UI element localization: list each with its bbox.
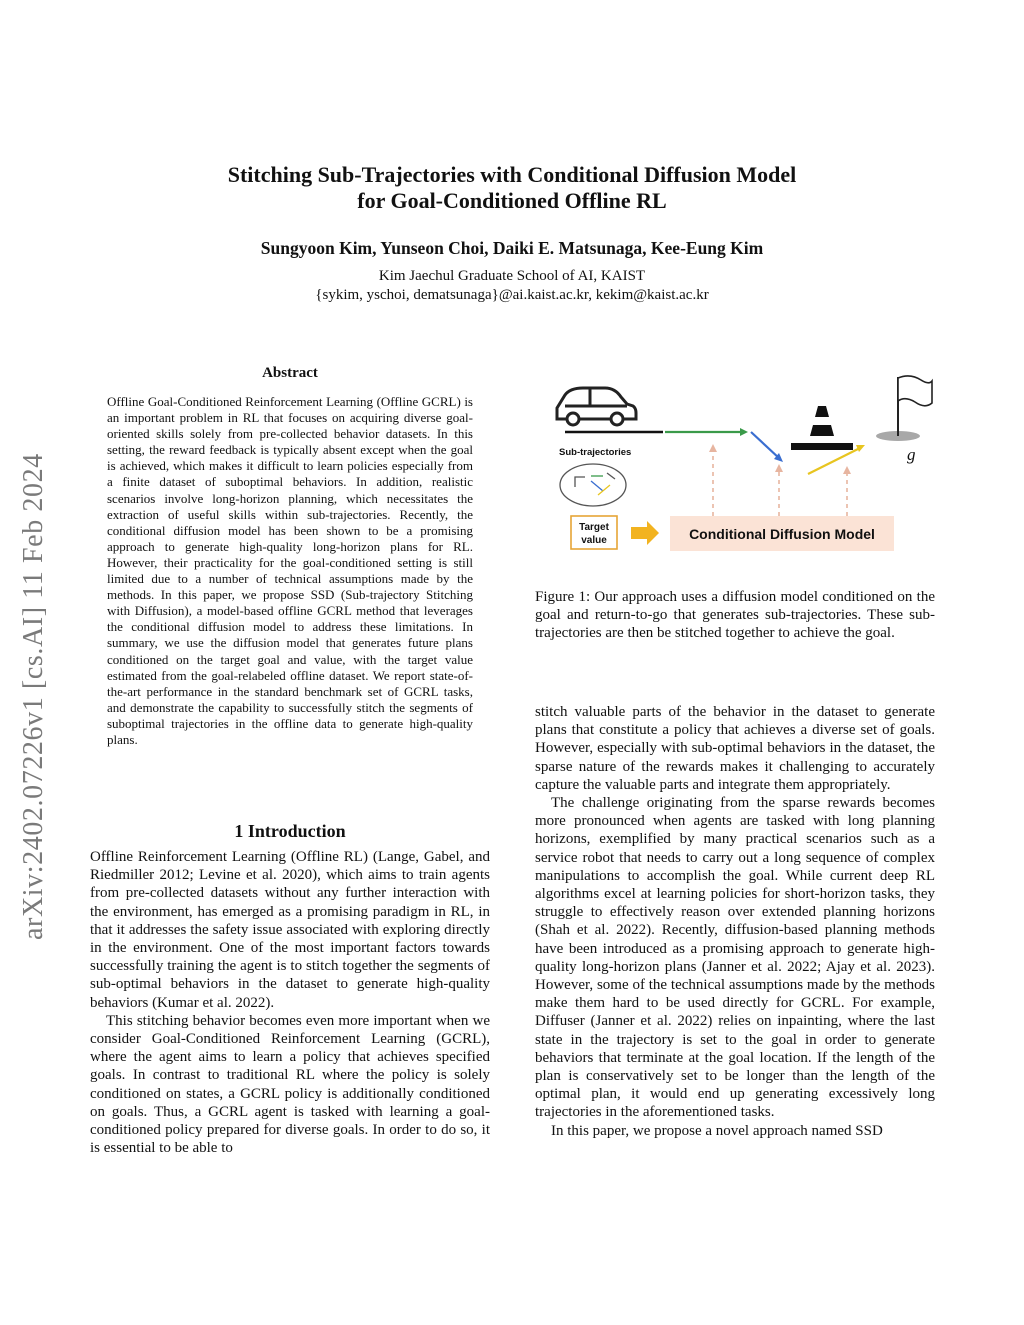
- paragraph: Offline Reinforcement Learning (Offline RL) (Lange, Gabel, and Riedmiller 2012; Levine et al. 2020), which aims to train agents from pre-collected datasets without any further interaction with the environment, has emerged as a promising paradigm in RL, in that it addresses the safety issue associated with exploring directly in the environment. One of the most important factors towards successfully training the agent is to stitch together the segments of sub-optimal behaviors in the dataset to generate high-quality behaviors (Kumar et al. 2022).: [90, 849, 490, 1011]
- figure-1: [535, 373, 955, 563]
- paper-title-line-1: Stitching Sub-Trajectories with Conditional Diffusion Model: [227, 162, 797, 187]
- author-emails: {sykim, yschoi, dematsunaga}@ai.kaist.ac.kr, kekim@kaist.ac.kr: [315, 287, 709, 303]
- conditional-diffusion-model-label: Conditional Diffusion Model: [689, 526, 875, 542]
- right-column-body: [535, 703, 935, 1140]
- left-column-body: [90, 848, 490, 1157]
- abstract-body: Offline Goal-Conditioned Reinforcement Learning (Offline GCRL) is an important problem in RL that focuses on acquiring diverse goal-oriented skills solely from pre-collected behavior datasets. In this setting, the reward feedback is typically absent except when the goal is achieved, which makes it difficult to learn policies especially from a finite dataset of suboptimal behaviors. In addition, realistic scenarios involve long-horizon planning, which necessitates the extraction of useful skills within sub-trajectories. Recently, the conditional diffusion model has been shown to be a promising approach to generate high-quality long-horizon plans for RL. However, their practicality for the goal-conditioned setting is still limited due to a number of technical assumptions made by the methods. In this paper, we propose SSD (Sub-trajectory Stitching with Diffusion), a model-based offline GCRL method that leverages the conditional diffusion model to address these limitations. In summary, we use the diffusion model that generates future plans conditioned on the target goal and value, with the target value estimated from the goal-relabeled offline dataset. We report state-of-the-art performance in the standard benchmark set of GCRL tasks, and demonstrate the capability to successfully stitch the segments of suboptimal trajectories in the offline data to generate high-quality plans.: [107, 394, 473, 747]
- section-heading-introduction: 1 Introduction: [234, 821, 346, 841]
- sub-trajectories-label: Sub-trajectories: [559, 447, 632, 458]
- affiliation: Kim Jaechul Graduate School of AI, KAIST: [378, 268, 646, 284]
- blue-sub-trajectory: [751, 432, 780, 459]
- paragraph: In this paper, we propose a novel approach named SSD: [551, 1122, 883, 1139]
- target-value-label-line-1: Target: [579, 522, 609, 533]
- traffic-cone-icon: [791, 406, 853, 450]
- figure-1-caption: Figure 1: Our approach uses a diffusion model conditioned on the goal and return-to-go that generates sub-trajectories. These sub-trajectories are then be stitched together to achieve the goal.: [535, 589, 935, 642]
- paper-title-line-2: for Goal-Conditioned Offline RL: [357, 188, 667, 213]
- authors: Sungyoon Kim, Yunseon Choi, Daiki E. Matsunaga, Kee-Eung Kim: [260, 238, 764, 258]
- goal-flag-icon: [876, 376, 932, 441]
- sub-trajectories-mini-arrows-icon: [575, 473, 615, 495]
- paragraph: The challenge originating from the sparse rewards becomes more pronounced when agents are tasked with long planning horizons, exemplified by many practical scenarios such as a service robot that needs to carry out a long sequence of complex manipulations to accomplish the goal. While current deep RL algorithms excel at learning policies for short-horizon tasks, they struggle to effectively reason over extended planning horizons (Shah et al. 2022). Recently, diffusion-based planning methods have been introduced as a promising approach to generate high-quality long-horizon plans (Janner et al. 2022; Ajay et al. 2023). However, some of the technical assumptions made by the methods make them hard to be used directly for GCRL. For example, Diffuser (Janner et al. 2022) relies on inpainting, where the last state in the trajectory is set to the goal in order to generate behaviors that terminate at the goal location. If the length of the plan is conservatively set to be longer than the length of the optimal plan, it would end up generating excessively long trajectories in the aforementioned tasks.: [535, 795, 935, 1121]
- figure-1-diagram: [535, 373, 955, 563]
- yellow-sub-trajectory: [808, 448, 860, 474]
- target-value-label-line-2: value: [581, 535, 607, 546]
- sub-trajectories-bubble: [560, 464, 626, 506]
- goal-symbol: g: [907, 445, 916, 464]
- paragraph: stitch valuable parts of the behavior in the dataset to generate plans that constitute a policy that achieves a diverse set of goals. However, especially with sub-optimal behaviors in the dataset, the sparse nature of the rewards makes it challenging to accurately capture the valuable parts and integrate them appropriately.: [535, 704, 935, 793]
- car-icon: [557, 388, 636, 425]
- arxiv-identifier: arXiv:2402.07226v1 [cs.AI] 11 Feb 2024: [18, 453, 49, 940]
- abstract-heading: Abstract: [262, 365, 318, 381]
- input-arrow-icon: [631, 521, 659, 545]
- paragraph: This stitching behavior becomes even more important when we consider Goal-Conditioned Reinforcement Learning (GCRL), where the agent aims to learn a policy that achieves specified goals. In contrast to traditional RL where the policy is solely conditioned on states, a GCRL policy is additionally conditioned on goals. Thus, a GCRL agent is tasked with learning a goal-conditioned policy prepared for diverse goals. In order to do so, it is essential to be able to: [90, 1012, 490, 1157]
